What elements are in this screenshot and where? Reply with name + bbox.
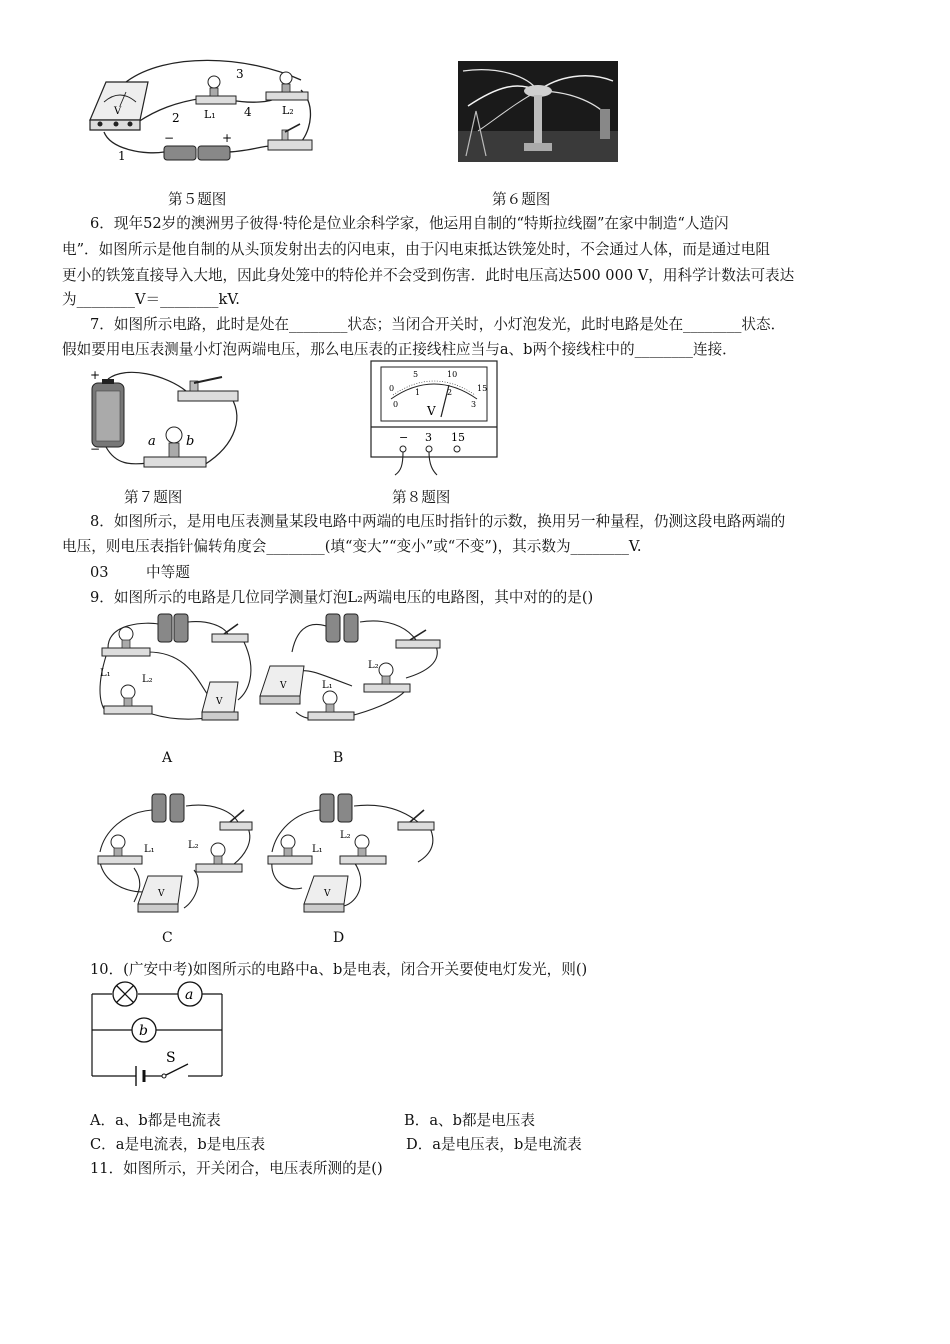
q9-label-b: B: [333, 750, 344, 766]
fig8-bottom-0: 0: [393, 400, 399, 409]
fig5-label-plus: +: [222, 131, 233, 145]
fig7-battery: [92, 379, 124, 447]
q9-option-c-circuit: [94, 792, 254, 922]
fig8-unit: V: [427, 404, 436, 418]
fig5-wire-5: [226, 146, 271, 152]
q6-line-4: 为________V＝________kV.: [62, 291, 240, 308]
q9-b-l2: L₂: [368, 660, 379, 671]
fig8-bottom-3: 3: [471, 400, 477, 409]
q10-switch-label: S: [166, 1050, 176, 1066]
fig8-terminal-3: [426, 446, 432, 452]
q6-line-1: 6．现年52岁的澳洲男子彼得·特伦是位业余科学家，他运用自制的“特斯拉线圈”在家中制造“人造闪: [90, 215, 729, 232]
q9-a-l1: L₁: [100, 668, 111, 679]
fig5-bulb-l1: [196, 76, 236, 104]
q10-meter-a-label: a: [185, 987, 194, 1003]
fig8-bottom-1: 1: [415, 388, 421, 397]
fig5-label-minus: −: [164, 131, 175, 145]
fig7-label-plus: +: [90, 368, 101, 382]
fig6-caption: 第６题图: [492, 191, 551, 208]
q9-a-meter: V: [216, 697, 223, 707]
q10-option-a: A．a、b都是电流表: [90, 1112, 221, 1129]
fig7-circuit-diagram: [86, 365, 246, 480]
q10-circuit-diagram: [92, 982, 224, 1082]
q9-option-b-circuit: [256, 612, 442, 724]
fig5-label-l1: L₁: [204, 108, 216, 121]
q10-option-d: D．a是电压表，b是电流表: [406, 1136, 582, 1153]
fig7-caption: 第７题图: [124, 489, 183, 506]
fig8-bottom-2: 2: [447, 388, 453, 397]
fig8-term-minus: −: [399, 431, 409, 444]
fig7-switch: [178, 377, 238, 401]
fig5-circuit-diagram: [86, 60, 326, 170]
fig8-term-15: 15: [451, 431, 465, 444]
q10-stem: 10．(广安中考)如图所示的电路中a、b是电表，闭合开关要使电灯发光，则(): [90, 961, 588, 978]
fig5-label-l2: L₂: [282, 104, 294, 117]
q9-b-meter: V: [280, 681, 287, 691]
q9-b-l1: L₁: [322, 680, 333, 691]
q10-meter-b-label: b: [139, 1023, 148, 1039]
q10-meter-b: [132, 1018, 156, 1042]
q9-d-l1: L₁: [312, 844, 323, 855]
q9-c-l1: L₁: [144, 844, 155, 855]
fig5-label-2: 2: [172, 111, 180, 125]
q9-c-l2: L₂: [188, 840, 199, 851]
fig5-label-1: 1: [118, 149, 126, 163]
fig7-label-minus: −: [90, 442, 101, 456]
fig5-bulb-l2: [266, 72, 308, 100]
fig5-label-4: 4: [244, 105, 252, 119]
fig6-tesla-photo: [458, 61, 618, 162]
q9-option-a-circuit: [98, 612, 248, 724]
fig7-label-b: b: [186, 434, 195, 449]
fig5-caption: 第５题图: [168, 191, 227, 208]
q9-d-l2: L₂: [340, 830, 351, 841]
q9-label-a: A: [162, 750, 173, 766]
q10-lamp-icon: [113, 982, 137, 1006]
fig5-voltmeter: [90, 82, 148, 130]
fig8-caption: 第８题图: [392, 489, 451, 506]
fig8-term-3: 3: [425, 431, 432, 444]
fig5-wire-1: [104, 132, 164, 153]
q10-meter-a: [178, 982, 202, 1006]
q8-line-2: 电压，则电压表指针偏转角度会________(填“变大”“变小”或“不变”)，其示数为________V.: [62, 538, 642, 555]
fig5-label-3: 3: [236, 67, 244, 81]
fig8-terminal-minus: [400, 446, 406, 452]
fig5-switch: [268, 124, 312, 150]
q9-d-meter: V: [324, 889, 331, 899]
fig8-top-15: 15: [477, 384, 488, 393]
q7-line-1: 7．如图所示电路，此时是处在________状态；当闭合开关时，小灯泡发光，此时电路是处在________状态．: [90, 316, 786, 333]
q10-option-c: C．a是电流表，b是电压表: [90, 1136, 266, 1153]
q10-option-b: B．a、b都是电压表: [404, 1112, 535, 1129]
q6-line-3: 更小的铁笼直接导入大地，因此身处笼中的特伦并不会受到伤害．此时电压高达500 000 V，用科学计数法可表达: [62, 267, 795, 284]
q11-stem: 11．如图所示，开关闭合，电压表所测的是(): [90, 1160, 383, 1177]
section-number: 03: [90, 564, 109, 581]
fig8-voltmeter-diagram: [371, 361, 497, 483]
q9-option-d-circuit: [258, 792, 438, 922]
q8-line-1: 8．如图所示，是用电压表测量某段电路中两端的电压时指针的示数，换用另一种量程，仍测这段电路两端的: [90, 513, 786, 530]
fig5-meter-label: V: [114, 106, 122, 117]
fig8-top-5: 5: [413, 370, 419, 379]
fig7-label-a: a: [148, 434, 156, 449]
q6-line-2: 电”．如图所示是他自制的从头顶发射出去的闪电束，由于闪电束抵达铁笼处时，不会通过人体，而是通过电阻: [62, 241, 770, 258]
section-title: 中等题: [146, 564, 190, 581]
fig5-batteries: [164, 146, 230, 160]
fig8-terminal-15: [454, 446, 460, 452]
fig8-top-0: 0: [389, 384, 395, 393]
fig8-top-10: 10: [447, 370, 458, 379]
q7-line-2: 假如要用电压表测量小灯泡两端电压，那么电压表的正接线柱应当与a、b两个接线柱中的________连接．: [62, 341, 737, 358]
fig7-wire-left: [106, 447, 148, 464]
fig5-wire-2: [138, 98, 204, 122]
fig7-wire-right: [204, 393, 237, 465]
q9-label-d: D: [333, 930, 345, 946]
q9-label-c: C: [162, 930, 173, 946]
q9-a-l2: L₂: [142, 674, 153, 685]
q9-stem: 9．如图所示的电路是几位同学测量灯泡L₂两端电压的电路图，其中对的的是(): [90, 589, 594, 606]
q9-c-meter: V: [158, 889, 165, 899]
